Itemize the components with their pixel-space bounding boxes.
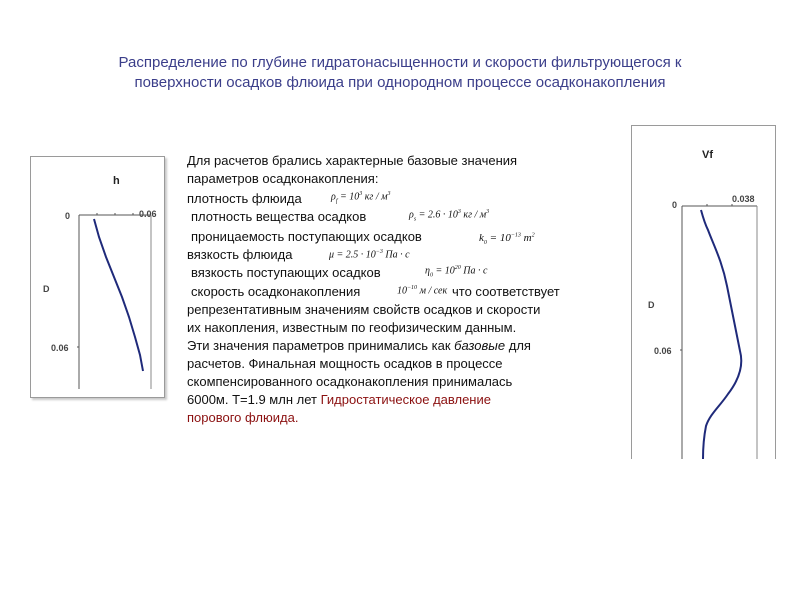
formula-rate	[397, 285, 447, 296]
text-line-fluid-viscosity: вязкость флюида	[187, 247, 293, 262]
formula-symbol: η	[425, 265, 430, 277]
formula-sub: 0	[429, 272, 433, 279]
formula-unit: кг / м	[460, 209, 487, 221]
formula-symbol: μ	[329, 249, 335, 261]
text-line-12: расчетов. Финальная мощность осадков в процессе	[187, 356, 503, 371]
text-line-11c: для	[508, 338, 531, 353]
formula-symbol: k	[479, 232, 484, 244]
formula-unit: Па · с	[382, 249, 410, 261]
right-chart-panel	[631, 125, 776, 459]
formula-k0	[479, 232, 535, 246]
left-chart-x-max: 0.06	[139, 209, 157, 219]
left-chart-label-h: h	[113, 175, 120, 187]
formula-sup: 3	[359, 191, 363, 197]
right-chart-x-min: 0	[672, 200, 678, 210]
page-title	[20, 53, 780, 93]
formula-sup: 3	[457, 209, 461, 215]
text-hydrostatic-pressure: Гидростатическое давление	[320, 392, 491, 407]
formula-sub: f	[335, 198, 338, 205]
formula-unit-sup: 3	[387, 191, 391, 197]
text-line-fluid-density: плотность флюида	[187, 191, 302, 206]
right-chart-curve	[701, 210, 741, 459]
formula-eta0	[425, 265, 487, 278]
formula-symbol: ρ	[409, 209, 414, 221]
formula-eq: = 10	[432, 265, 455, 277]
right-chart-svg	[632, 126, 775, 459]
text-line-permeability: проницаемость поступающих осадков	[191, 229, 422, 244]
text-pore-fluid: порового флюида.	[187, 410, 299, 425]
formula-sup: 20	[454, 265, 461, 271]
right-chart-y-label: D	[648, 300, 655, 310]
formula-unit-sup: 3	[486, 209, 490, 215]
formula-sup: −13	[510, 232, 521, 239]
formula-base: 10	[397, 285, 407, 297]
left-chart-svg	[31, 157, 164, 397]
right-chart-label-vf: Vf	[702, 149, 713, 161]
text-line-rate: скорость осадконакопления	[191, 284, 361, 299]
right-chart-y-tick-label: 0.06	[654, 346, 672, 356]
text-line-14	[187, 391, 491, 409]
formula-unit: кг / м	[362, 191, 388, 203]
formula-eq: = 2.6 · 10	[416, 209, 458, 221]
formula-mu	[329, 249, 410, 260]
title-line-2: поверхности осадков флюида при однородном процессе осадконакопления	[134, 74, 666, 91]
formula-sub: 0	[483, 240, 487, 247]
formula-unit: м / сек	[417, 285, 448, 297]
text-line-9: репрезентативным значениям свойств осадков и скорости	[187, 302, 541, 317]
formula-sup: −3	[375, 249, 383, 255]
formula-unit: m	[520, 232, 532, 244]
title-line-1: Распределение по глубине гидратонасыщенности и скорости фильтрующегося к	[118, 54, 682, 71]
formula-unit-sup: 2	[531, 232, 535, 239]
text-line-sediment-viscosity: вязкость поступающих осадков	[191, 265, 381, 280]
text-line-11	[187, 337, 531, 355]
formula-sub: s	[413, 216, 417, 223]
text-line-14a: 6000м. Т=1.9 млн лет	[187, 392, 317, 407]
text-line-1: Для расчетов брались характерные базовые значения	[187, 153, 518, 168]
text-line-rate-suffix: что соответствует	[452, 284, 560, 299]
formula-unit: Па · с	[460, 265, 488, 277]
text-line-13: скомпенсированного осадконакопления принималась	[187, 374, 513, 389]
left-chart-y-tick-label: 0.06	[51, 343, 69, 353]
left-chart-curve	[94, 219, 143, 371]
text-line-10: их накопления, известным по геофизическим данным.	[187, 320, 517, 335]
text-line-2: параметров осадконакопления:	[187, 171, 379, 186]
formula-rho-s	[409, 209, 489, 222]
formula-rho-f	[331, 191, 390, 204]
formula-eq: = 10	[486, 232, 511, 244]
text-line-11a: Эти значения параметров принимались как	[187, 338, 451, 353]
right-chart-x-max: 0.038	[732, 194, 755, 204]
left-chart-x-min: 0	[65, 211, 71, 221]
formula-eq: = 10	[337, 191, 360, 203]
left-chart-y-label: D	[43, 284, 50, 294]
text-emphasis-base: базовые	[454, 338, 506, 353]
formula-eq: = 2.5 · 10	[334, 249, 376, 261]
left-chart-panel	[30, 156, 165, 398]
text-line-sediment-density: плотность вещества осадков	[191, 209, 367, 224]
formula-sup: −10	[407, 285, 418, 291]
formula-symbol: ρ	[331, 191, 336, 203]
